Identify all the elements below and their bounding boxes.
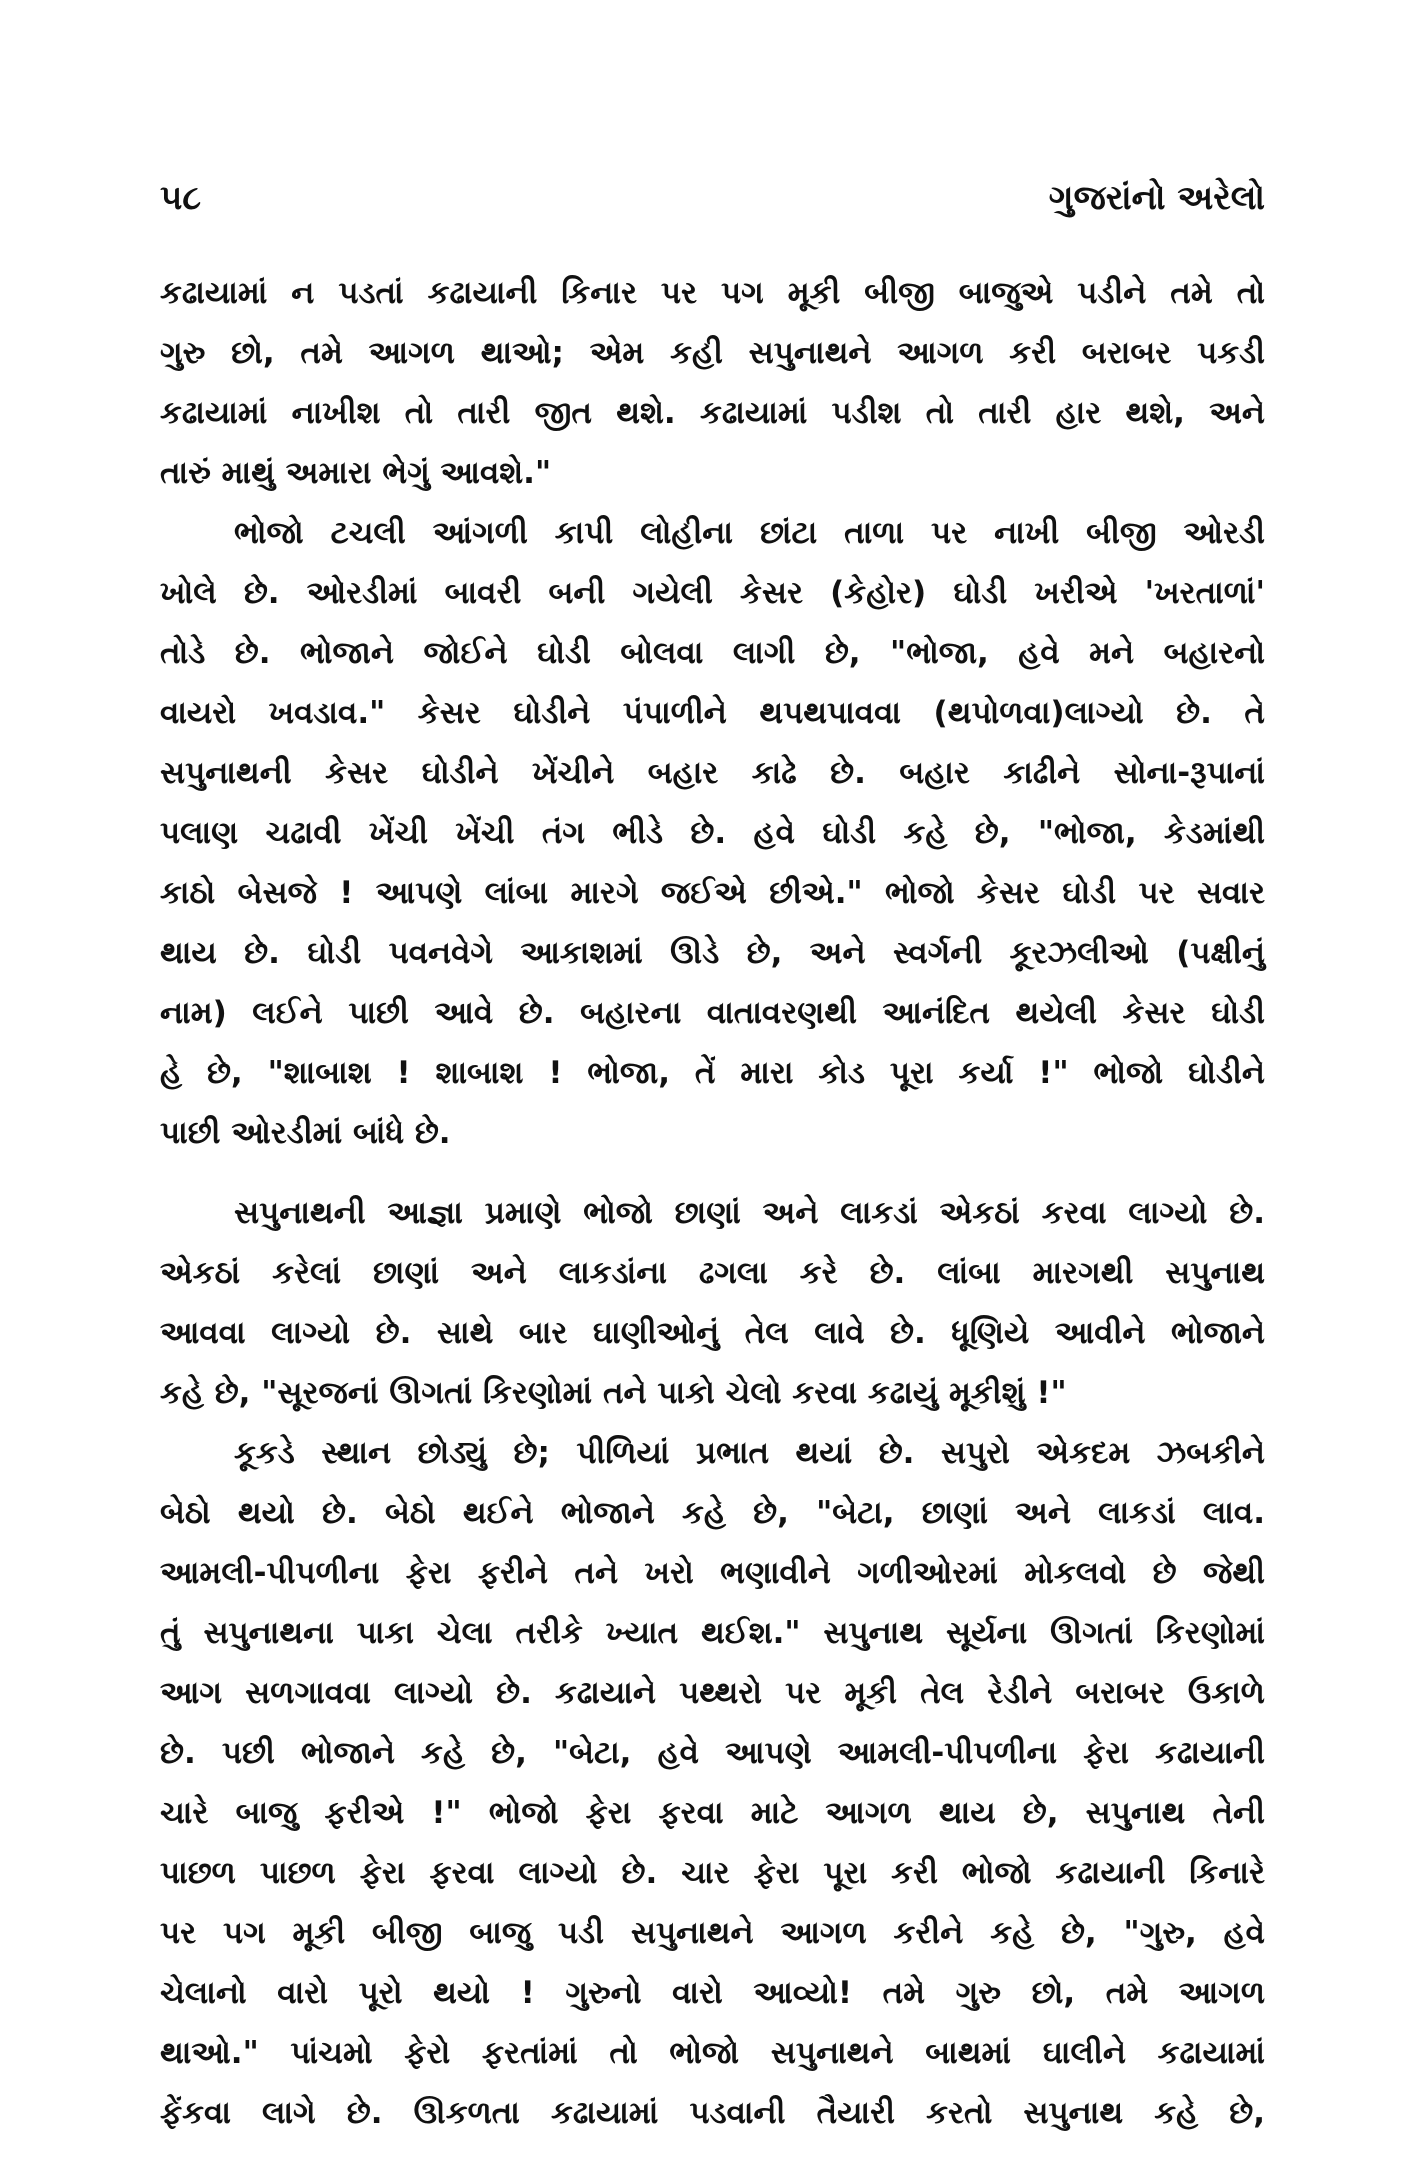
text-line: આવવા લાગ્યો છે. સાથે બાર ઘાણીઓનું તેલ લાવે છે. ધૂણિયે આવીને ભોજાને — [160, 1315, 1265, 1351]
paragraph — [160, 503, 1265, 1163]
text-line: ફેંકવા લાગે છે. ઊકળતા કઢાયામાં પડવાની તૈયારી કરતો સપુનાથ કહે છે, — [160, 2095, 1265, 2131]
paragraph — [160, 1423, 1265, 2143]
text-line: બેઠો થયો છે. બેઠો થઈને ભોજાને કહે છે, "બેટા, છાણાં અને લાકડાં લાવ. — [160, 1495, 1265, 1531]
text-line: પલાણ ચઢાવી ખેંચી ખેંચી તંગ ભીડે છે. હવે ઘોડી કહે છે, "ભોજા, કેડમાંથી — [160, 815, 1265, 851]
running-title: ગુજરાંનો અરેલો — [1048, 178, 1265, 218]
text-line: ચેલાનો વારો પૂરો થયો ! ગુરુનો વારો આવ્યો! તમે ગુરુ છો, તમે આગળ — [160, 1975, 1265, 2011]
page-number: ૫૮ — [160, 178, 202, 218]
text-line: ખોલે છે. ઓરડીમાં બાવરી બની ગયેલી કેસર (કેહોર) ઘોડી ખરીએ 'ખરતાળાં' — [160, 575, 1265, 611]
text-line: એકઠાં કરેલાં છાણાં અને લાકડાંના ઢગલા કરે છે. લાંબા મારગથી સપુનાથ — [160, 1255, 1265, 1291]
page-header — [160, 178, 1265, 238]
text-line: તું સપુનાથના પાકા ચેલા તરીકે ખ્યાત થઈશ." સપુનાથ સૂર્યના ઊગતાં કિરણોમાં — [160, 1615, 1265, 1651]
text-line: તોડે છે. ભોજાને જોઈને ઘોડી બોલવા લાગી છે, "ભોજા, હવે મને બહારનો — [160, 635, 1265, 671]
text-line: હે છે, "શાબાશ ! શાબાશ ! ભોજા, તેં મારા કોડ પૂરા કર્યા !" ભોજો ઘોડીને — [160, 1055, 1265, 1091]
text-line: ગુરુ છો, તમે આગળ થાઓ; એમ કહી સપુનાથને આગળ કરી બરાબર પકડી — [160, 335, 1265, 371]
text-line: તારું માથું અમારા ભેગું આવશે." — [160, 455, 552, 491]
paragraph-spacer — [160, 1163, 1265, 1183]
text-line: કઢાયામાં ન પડતાં કઢાયાની કિનાર પર પગ મૂકી બીજી બાજુએ પડીને તમે તો — [160, 275, 1265, 311]
text-line: છે. પછી ભોજાને કહે છે, "બેટા, હવે આપણે આમલી-પીપળીના ફેરા કઢાયાની — [160, 1735, 1265, 1771]
text-line: ચારે બાજુ ફરીએ !" ભોજો ફેરા ફરવા માટે આગળ થાય છે, સપુનાથ તેની — [160, 1795, 1265, 1831]
paragraph — [160, 1183, 1265, 1423]
text-line: કહે છે, "સૂરજનાં ઊગતાં કિરણોમાં તને પાકો ચેલો કરવા કઢાયું મૂકીશું !" — [160, 1375, 1067, 1411]
text-line: નામ) લઈને પાછી આવે છે. બહારના વાતાવરણથી આનંદિત થયેલી કેસર ઘોડી — [160, 995, 1265, 1031]
text-line: કઢાયામાં નાખીશ તો તારી જીત થશે. કઢાયામાં પડીશ તો તારી હાર થશે, અને — [160, 395, 1265, 431]
text-line: સપુનાથની કેસર ઘોડીને ખેંચીને બહાર કાઢે છે. બહાર કાઢીને સોના-રૂપાનાં — [160, 755, 1265, 791]
text-line: પર પગ મૂકી બીજી બાજુ પડી સપુનાથને આગળ કરીને કહે છે, "ગુરુ, હવે — [160, 1915, 1265, 1951]
text-line: થાય છે. ઘોડી પવનવેગે આકાશમાં ઊડે છે, અને સ્વર્ગની કૂરઝલીઓ (પક્ષીનું — [160, 935, 1265, 971]
text-line: પાછી ઓરડીમાં બાંધે છે. — [160, 1115, 451, 1151]
text-line: પાછળ પાછળ ફેરા ફરવા લાગ્યો છે. ચાર ફેરા પૂરા કરી ભોજો કઢાયાની કિનારે — [160, 1855, 1265, 1891]
body-text — [160, 263, 1265, 2143]
text-line: કાઠો બેસજે ! આપણે લાંબા મારગે જઈએ છીએ." ભોજો કેસર ઘોડી પર સવાર — [160, 875, 1265, 911]
text-line: વાયરો ખવડાવ." કેસર ઘોડીને પંપાળીને થપથપાવવા (થપોળવા)લાગ્યો છે. તે — [160, 695, 1265, 731]
text-line: ભોજો ટચલી આંગળી કાપી લોહીના છાંટા તાળા પર નાખી બીજી ઓરડી — [234, 515, 1265, 551]
text-line: આમલી-પીપળીના ફેરા ફરીને તને ખરો ભણાવીને ગળીઓરમાં મોકલવો છે જેથી — [160, 1555, 1265, 1591]
text-line: સપુનાથની આજ્ઞા પ્રમાણે ભોજો છાણાં અને લાકડાં એકઠાં કરવા લાગ્યો છે. — [234, 1195, 1265, 1231]
text-line: આગ સળગાવવા લાગ્યો છે. કઢાયાને પથ્થરો પર મૂકી તેલ રેડીને બરાબર ઉકાળે — [160, 1675, 1265, 1711]
text-line: કૂકડે સ્થાન છોડ્યું છે; પીળિયાં પ્રભાત થયાં છે. સપુરો એકદમ ઝબકીને — [234, 1435, 1265, 1471]
text-line: થાઓ." પાંચમો ફેરો ફરતાંમાં તો ભોજો સપુનાથને બાથમાં ઘાલીને કઢાયામાં — [160, 2035, 1265, 2071]
paragraph — [160, 263, 1265, 503]
